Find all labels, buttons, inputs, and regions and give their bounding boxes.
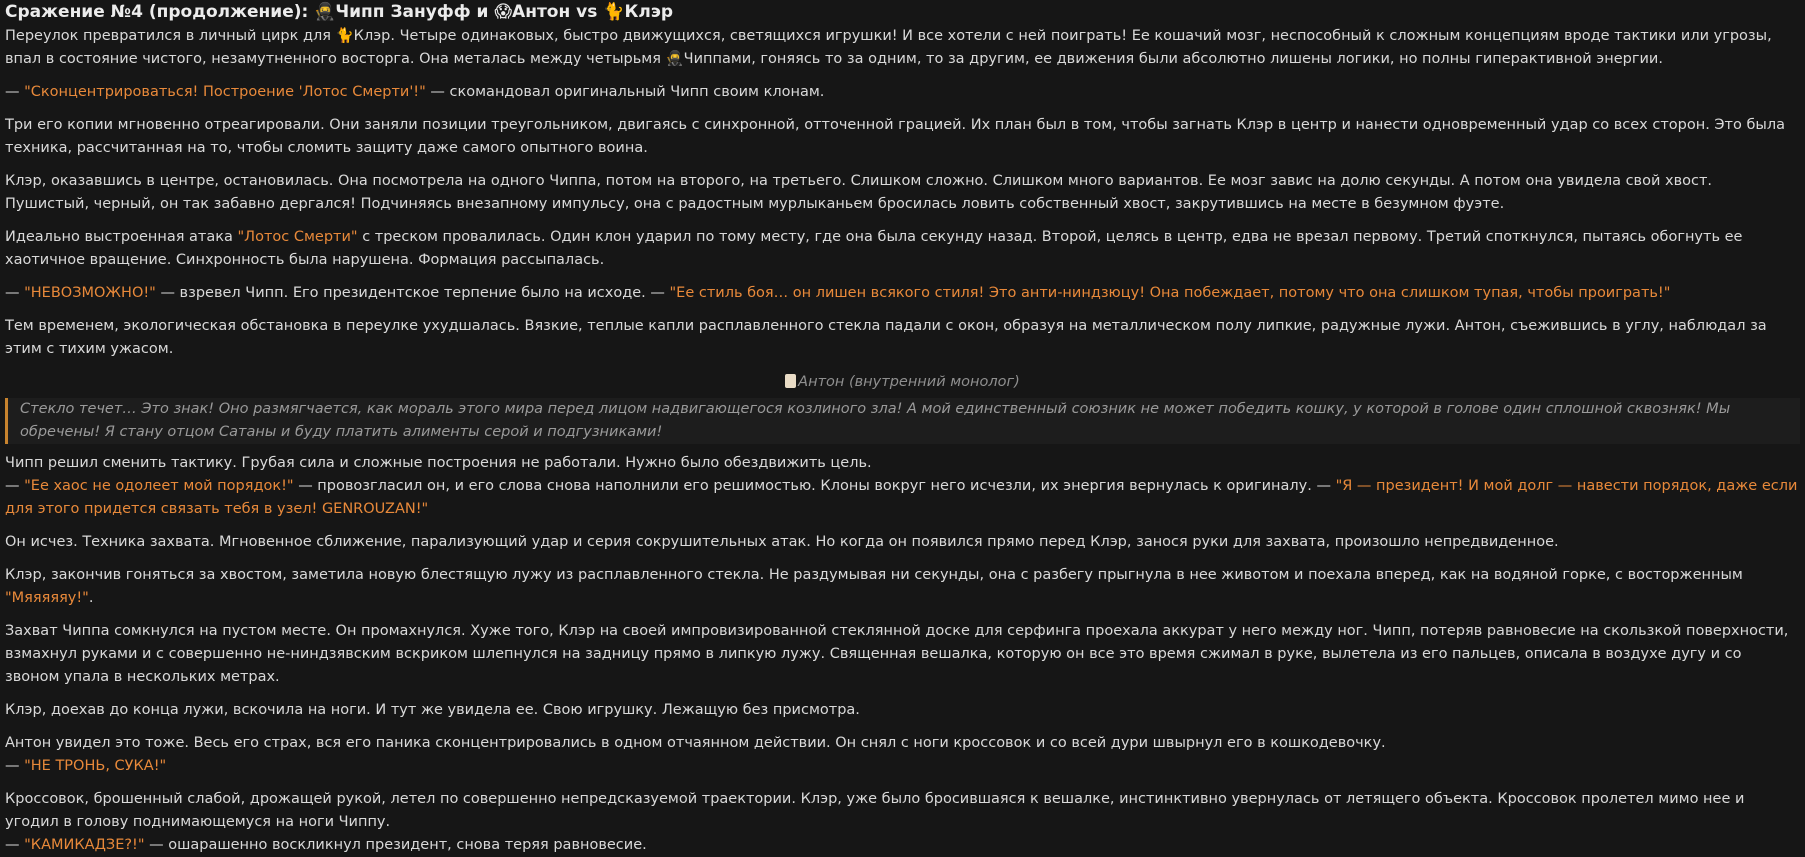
paragraph: Переулок превратился в личный цирк для 🐈Клэр. Четыре одинаковых, быстро движущихся, светящихся игрушки! И все хотели с ней поиграть! Ее кошачий мозг, неспособный к сложным концепциям вроде тактики или угрозы, впал в состояние чистого, незамутненного восторга. Она металась между четырьмя 🥷Чиппами, гоняясь то за одним, то за другим, ее движения были абсолютно лишены логики, но полны гиперактивной энергии. [5,25,1800,71]
quote: "Я — президент! И мой долг — навести порядок, даже если для этого придется связать тебя в узел! GENROUZAN!" [5,478,1798,517]
ninja-icon: 🥷 [665,51,684,67]
paragraph: Чипп решил сменить тактику. Грубая сила и сложные построения не работали. Нужно было обездвижить цель. [5,455,872,471]
ninja-icon: 🥷 [314,2,336,22]
scream-face-icon: 😱 [494,2,513,22]
scroll-icon [785,374,796,388]
dialogue-line: — "КАМИКАДЗЕ?!" — ошарашенно воскликнул президент, снова теряя равновесие. [5,837,647,853]
quote: "НЕ ТРОНЬ, СУКА!" [24,758,167,774]
cat-icon: 🐈 [603,2,625,22]
dialogue-line: — "НЕВОЗМОЖНО!" — взревел Чипп. Его президентское терпение было на исходе. — "Ее стиль боя… он лишен всякого стиля! Это анти-ниндзюцу! Она побеждает, потому что она слишком тупая, чтобы проиграть!" [5,285,1671,301]
paragraph: Клэр, оказавшись в центре, остановилась. Она посмотрела на одного Чиппа, потом на второго, на третьего. Слишком сложно. Слишком много вариантов. Ее мозг завис на долю секунды. А потом она увидела свой хвост. Пушистый, черный, он так забавно дергался! Подчиняясь внезапному импульсу, она с радостным мурлыканьем бросилась ловить собственный хвост, закрутившись на месте в безумном фуэте. [5,173,1713,212]
paragraph: Кроссовок, брошенный слабой, дрожащей рукой, летел по совершенно непредсказуемой траектории. Клэр, уже было бросившаяся к вешалке, инстинктивно увернулась от летящего объекта. Кроссовок пролетел мимо нее и угодил в голову поднимающемуся на ноги Чиппу. [5,791,1745,830]
quote: "Ее хаос не одолеет мой порядок!" [24,478,294,494]
dialogue-line: — "Ее хаос не одолеет мой порядок!" — провозгласил он, и его слова снова наполнили его решимостью. Клоны вокруг него исчезли, их энергия вернулась к оригиналу. — "Я — президент! И мой долг — навести порядок, даже если для этого придется связать тебя в узел! GENROUZAN!" [5,478,1798,517]
paragraph: Тем временем, экологическая обстановка в переулке ухудшалась. Вязкие, теплые капли расплавленного стекла падали с окон, образуя на металлическом полу липкие, радужные лужи. Антон, съежившись в углу, наблюдал за этим с тихим ужасом. [5,318,1767,357]
cat-icon: 🐈 [335,28,354,44]
dialogue-line: — "НЕ ТРОНЬ, СУКА!" [5,758,167,774]
quote: "КАМИКАДЗЕ?!" [24,837,145,853]
paragraph: Захват Чиппа сомкнулся на пустом месте. Он промахнулся. Хуже того, Клэр на своей импровизированной стеклянной доске для серфинга проехала аккурат у него между ног. Чипп, потеряв равновесие на скользкой поверхности, взмахнул руками и с совершенно не-ниндзявским вскриком шлепнулся на задницу прямо в липкую лужу. Священная вешалка, которую он все это время сжимал в руке, вылетела из его пальцев, описала в воздухе дугу и со звоном упала в нескольких метрах. [5,623,1789,685]
quote: "Сконцентрироваться! Построение 'Лотос Смерти'!" [24,84,426,100]
quote: "НЕВОЗМОЖНО!" [24,285,156,301]
chapter-title: Сражение №4 (продолжение): 🥷Чипп Зануфф и 😱Антон vs 🐈Клэр [5,2,674,22]
paragraph: Антон увидел это тоже. Весь его страх, вся его паника сконцентрировались в одном отчаянном действии. Он снял с ноги кроссовок и со всей дури швырнул его в кошкодевочку. [5,735,1386,751]
dialogue-line: — "Сконцентрироваться! Построение 'Лотос Смерти'!" — скомандовал оригинальный Чипп своим клонам. [5,84,825,100]
quote: "Мяяяяяу!" [5,590,89,606]
paragraph: Клэр, закончив гоняться за хвостом, заметила новую блестящую лужу из расплавленного стекла. Не раздумывая ни секунды, она с разбегу прыгнула в нее животом и поехала вперед, как на водяной горке, с восторженным "Мяяяяяу!". [5,567,1743,606]
quote: "Ее стиль боя… он лишен всякого стиля! Это анти-ниндзюцу! Она побеждает, потому что она слишком тупая, чтобы проиграть!" [669,285,1671,301]
monologue-quote: Стекло течет… Это знак! Оно размягчается, как мораль этого мира перед лицом надвигающегося козлиного зла! А мой единственный союзник не может победить кошку, у которой в голове один сплошной сквозняк! Мы обречены! Я стану отцом Сатаны и буду платить алименты серой и подгузниками! [5,398,1800,444]
paragraph: Он исчез. Техника захвата. Мгновенное сближение, парализующий удар и серия сокрушительных атак. Но когда он появился прямо перед Клэр, занося руки для захвата, произошло непредвиденное. [5,534,1559,550]
paragraph: Идеально выстроенная атака "Лотос Смерти" с треском провалилась. Один клон ударил по тому месту, где она была секунду назад. Второй, целясь в центр, едва не врезал первому. Третий споткнулся, пытаясь обогнуть ее хаотичное вращение. Синхронность была нарушена. Формация рассыпалась. [5,229,1743,268]
monologue-title: Антон (внутренний монолог) [5,371,1800,394]
paragraph: Клэр, доехав до конца лужи, вскочила на ноги. И тут же увидела ее. Свою игрушку. Лежащую без присмотра. [5,702,860,718]
paragraph: Три его копии мгновенно отреагировали. Они заняли позиции треугольником, двигаясь с синхронной, отточенной грацией. Их план был в том, чтобы загнать Клэр в центр и нанести одновременный удар со всех сторон. Это была техника, рассчитанная на то, чтобы сломить защиту даже самого опытного воина. [5,117,1786,156]
quote: "Лотос Смерти" [237,229,358,245]
